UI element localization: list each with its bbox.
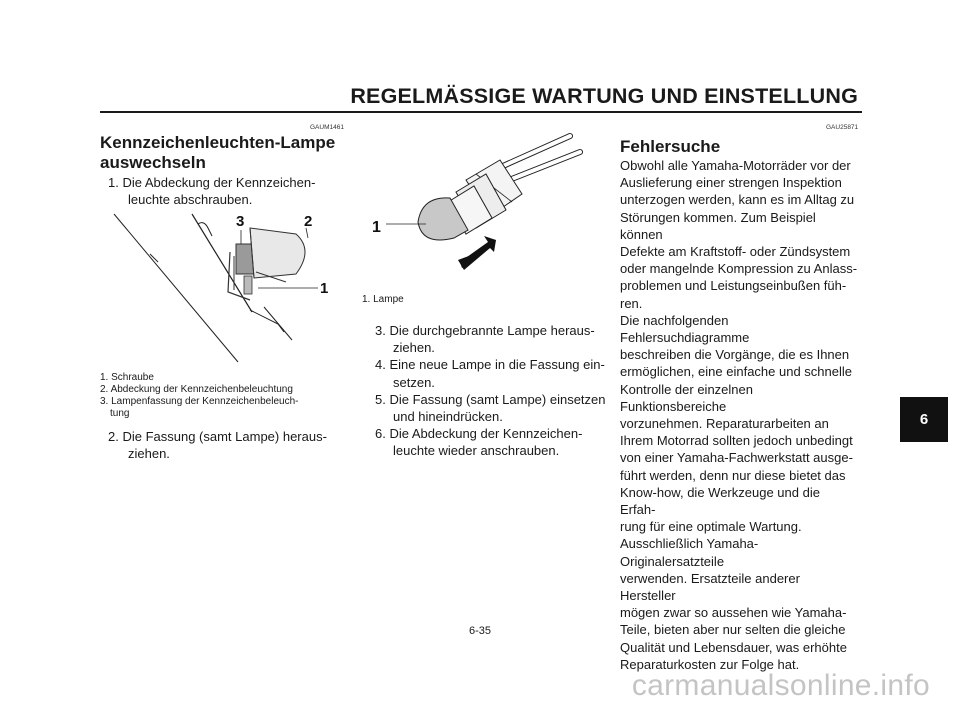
section-code-right: GAU25871 [826,124,859,131]
bracket-curve [198,223,212,236]
step-6-line2: leuchte wieder anschrauben. [393,443,560,459]
section-title-line2: auswechseln [100,153,206,172]
plate-edge [250,310,284,332]
page-number: 6-35 [468,625,492,637]
step-5-line1: 5. Die Fassung (samt Lampe) einsetzen [375,391,606,407]
step-3-line1: 3. Die durchgebrannte Lampe heraus- [375,323,595,338]
callout-2: 2 [304,213,313,230]
right-body-line: ren. [620,295,643,311]
section-title-left [100,133,350,173]
step-5-line2: und hineindrücken. [393,409,503,425]
watermark: carmanualsonline.info [631,669,930,702]
step-4-line2: setzen. [393,374,435,390]
section-title-right: Fehlersuche [620,137,721,156]
right-body-line: Auslieferung einer strengen Inspektion [620,175,842,191]
callout-1: 1 [320,280,329,297]
caption-1: 1. Schraube [100,372,154,383]
caption-lampe: 1. Lampe [362,294,404,305]
chapter-tab[interactable]: 6 [900,397,948,442]
callout-3: 3 [236,213,245,230]
right-body-line: mögen zwar so aussehen wie Yamaha- [620,605,847,621]
step-1-line2: leuchte abschrauben. [128,192,253,208]
step-6-line1: 6. Die Abdeckung der Kennzeichen- [375,426,583,442]
license-light-illustration [100,212,350,372]
right-body-line: Defekte am Kraftstoff- oder Zündsystem [620,244,851,260]
page-header-title: REGELMÄSSIGE WARTUNG UND EINSTELLUNG [350,84,858,108]
section-title-line1: Kennzeichenleuchten-Lampe [100,133,336,152]
right-body-line: Kontrolle der einzelnen Funktionsbereiche [620,381,753,414]
step-5 [362,391,614,425]
plate-edge-2 [264,307,292,340]
caption-3-line2: tung [110,408,130,419]
right-body-line: verwenden. Ersatzteile anderer Hersteller [620,570,800,604]
right-body-line: von einer Yamaha-Fachwerkstatt ausge- [620,450,853,466]
right-body-line: Die nachfolgenden Fehlersuchdiagramme [620,312,750,346]
left-column [100,133,350,208]
right-body-line: ermöglichen, eine einfache und schnelle [620,364,852,380]
screw [244,276,252,294]
step-2 [100,428,352,462]
right-body-text [620,157,858,673]
step-1-line1: 1. Die Abdeckung der Kennzeichen- [108,175,316,190]
section-code-left: GAUM1461 [310,124,344,131]
step-2-line2: ziehen. [128,446,170,462]
callout-1-bulb: 1 [372,219,381,236]
step-3-line2: ziehen. [393,340,435,356]
right-body-line: beschreiben die Vorgänge, die es Ihnen [620,347,850,363]
right-body-line: Qualität und Lebensdauer, was erhöhte [620,639,847,655]
caption-2: 2. Abdeckung der Kennzeichenbeleuchtung [100,384,293,395]
right-body-line: Störungen kommen. Zum Beispiel können [620,209,816,242]
right-body-line: unterzogen werden, kann es im Alltag zu [620,192,855,208]
right-body-line: führt werden, denn nur diese bietet das [620,467,846,483]
right-body-line: oder mangelnde Kompression zu Anlass- [620,261,858,277]
middle-steps [362,322,614,460]
step-3 [362,322,614,356]
step-2-line1: 2. Die Fassung (samt Lampe) heraus- [108,429,327,444]
right-body-line: Reparaturkosten zur Folge hat. [620,656,800,672]
right-body-line: Obwohl alle Yamaha-Motorräder vor der [620,158,851,173]
right-column [620,137,858,673]
right-body-line: Teile, bieten aber nur selten die gleiche [620,622,846,638]
lamp-cover [250,228,305,278]
left-captions [100,372,352,462]
step-6 [362,425,614,459]
fender-line [114,214,238,362]
right-body-line: problemen und Leistungseinbußen füh- [620,278,847,294]
header-rule [100,111,862,113]
caption-3 [100,396,352,420]
caption-3-line1: 3. Lampenfassung der Kennzeichenbeleuch- [100,396,299,407]
step-4-line1: 4. Eine neue Lampe in die Fassung ein- [375,357,605,373]
right-body-line: Ihrem Motorrad sollten jedoch unbedingt [620,433,853,449]
step-4 [362,356,614,390]
middle-column [362,294,614,460]
step-1 [100,174,350,208]
right-body-line: vorzunehmen. Reparaturarbeiten an [620,416,829,432]
bulb-illustration [362,130,612,300]
right-body-line: Know-how, die Werkzeuge und die Erfah- [620,484,820,518]
right-body-line: Ausschließlich Yamaha-Originalersatzteile [620,536,759,569]
right-body-line: rung für eine optimale Wartung. [620,519,802,535]
